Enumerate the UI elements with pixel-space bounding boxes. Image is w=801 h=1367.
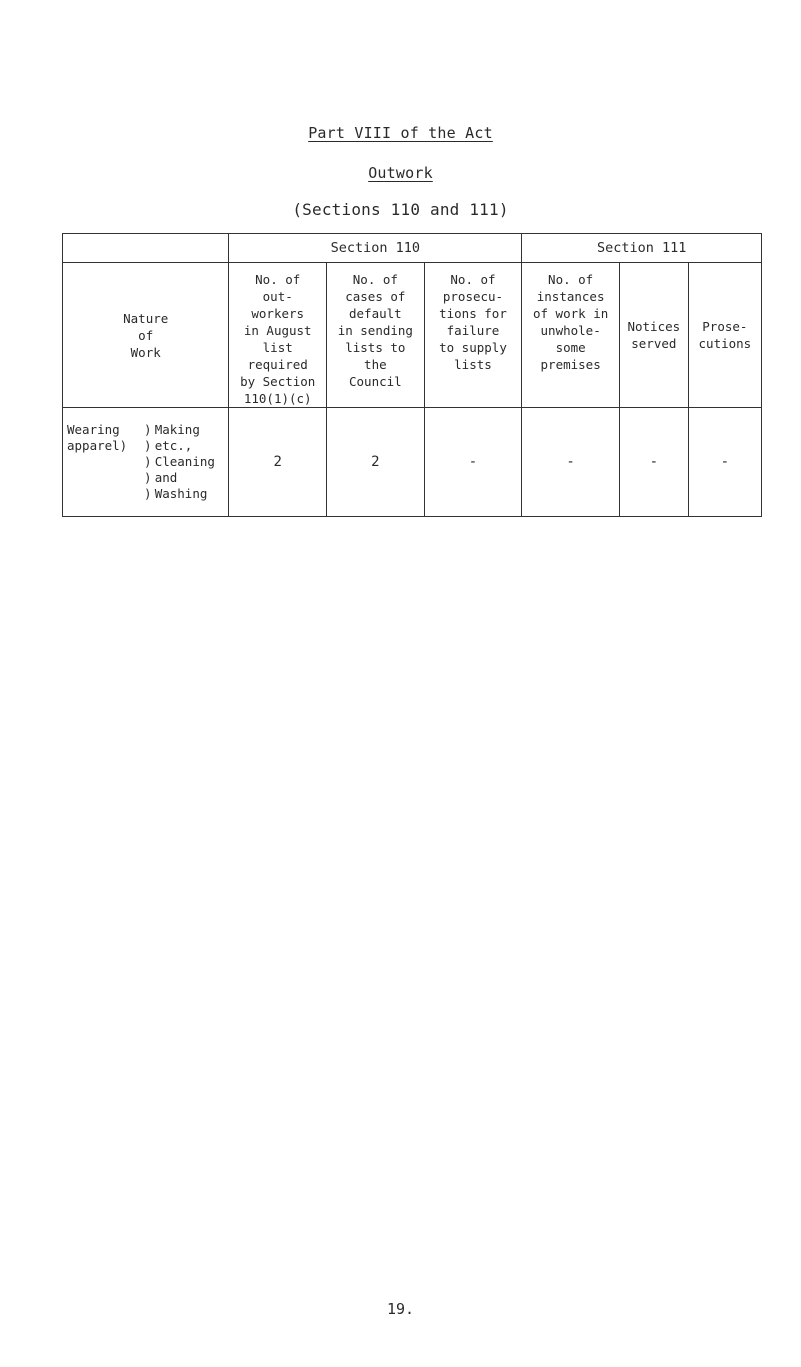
outwork-title: Outwork [368,164,433,182]
value-prosecutions-failure: - [424,408,522,517]
nature-brace: ) [143,454,152,469]
blank-corner-cell [63,234,229,263]
nature-brace: ) [143,486,152,501]
col-header-unwholesome-premises: No. of instances of work in unwhole- some premises [522,263,620,408]
nature-left-text [67,486,141,502]
value-unwholesome-premises: - [522,408,620,517]
nature-left-text: Wearing [67,422,120,437]
nature-of-work-cell [63,408,229,517]
col-header-nature-of-work: Nature of Work [63,263,229,408]
nature-label-block [67,422,228,502]
col-header-prosecutions-failure: No. of prosecu- tions for failure to supply lists [424,263,522,408]
value-outworkers-in-list: 2 [229,408,327,517]
col-header-notices-served: Notices served [619,263,688,408]
nature-right-text: Cleaning [154,454,215,469]
table-row [63,408,762,517]
value-prosecutions: - [688,408,761,517]
nature-right-text: and [154,470,178,485]
sections-subtitle: (Sections 110 and 111) [292,200,509,219]
value-notices-served: - [619,408,688,517]
nature-brace: ) [143,470,152,485]
nature-right-text: Washing [154,486,208,501]
group-header-section-110: Section 110 [229,234,522,263]
nature-brace: ) [143,422,152,437]
page-number: 19. [386,1300,415,1318]
nature-left-text [67,454,141,470]
group-header-section-111: Section 111 [522,234,762,263]
nature-brace: ) [143,438,152,453]
part-heading: Part VIII of the Act [308,124,493,142]
outwork-table [62,233,762,517]
nature-left-text [67,470,141,486]
col-header-outworkers-in-list: No. of out- workers in August list required by Section 110(1)(c) [229,263,327,408]
nature-right-text: Making [154,422,200,437]
nature-right-text: etc., [154,438,193,453]
value-cases-of-default: 2 [327,408,425,517]
nature-left-text: apparel) [67,438,128,453]
col-header-prosecutions: Prose- cutions [688,263,761,408]
col-header-cases-of-default: No. of cases of default in sending lists to the Council [327,263,425,408]
